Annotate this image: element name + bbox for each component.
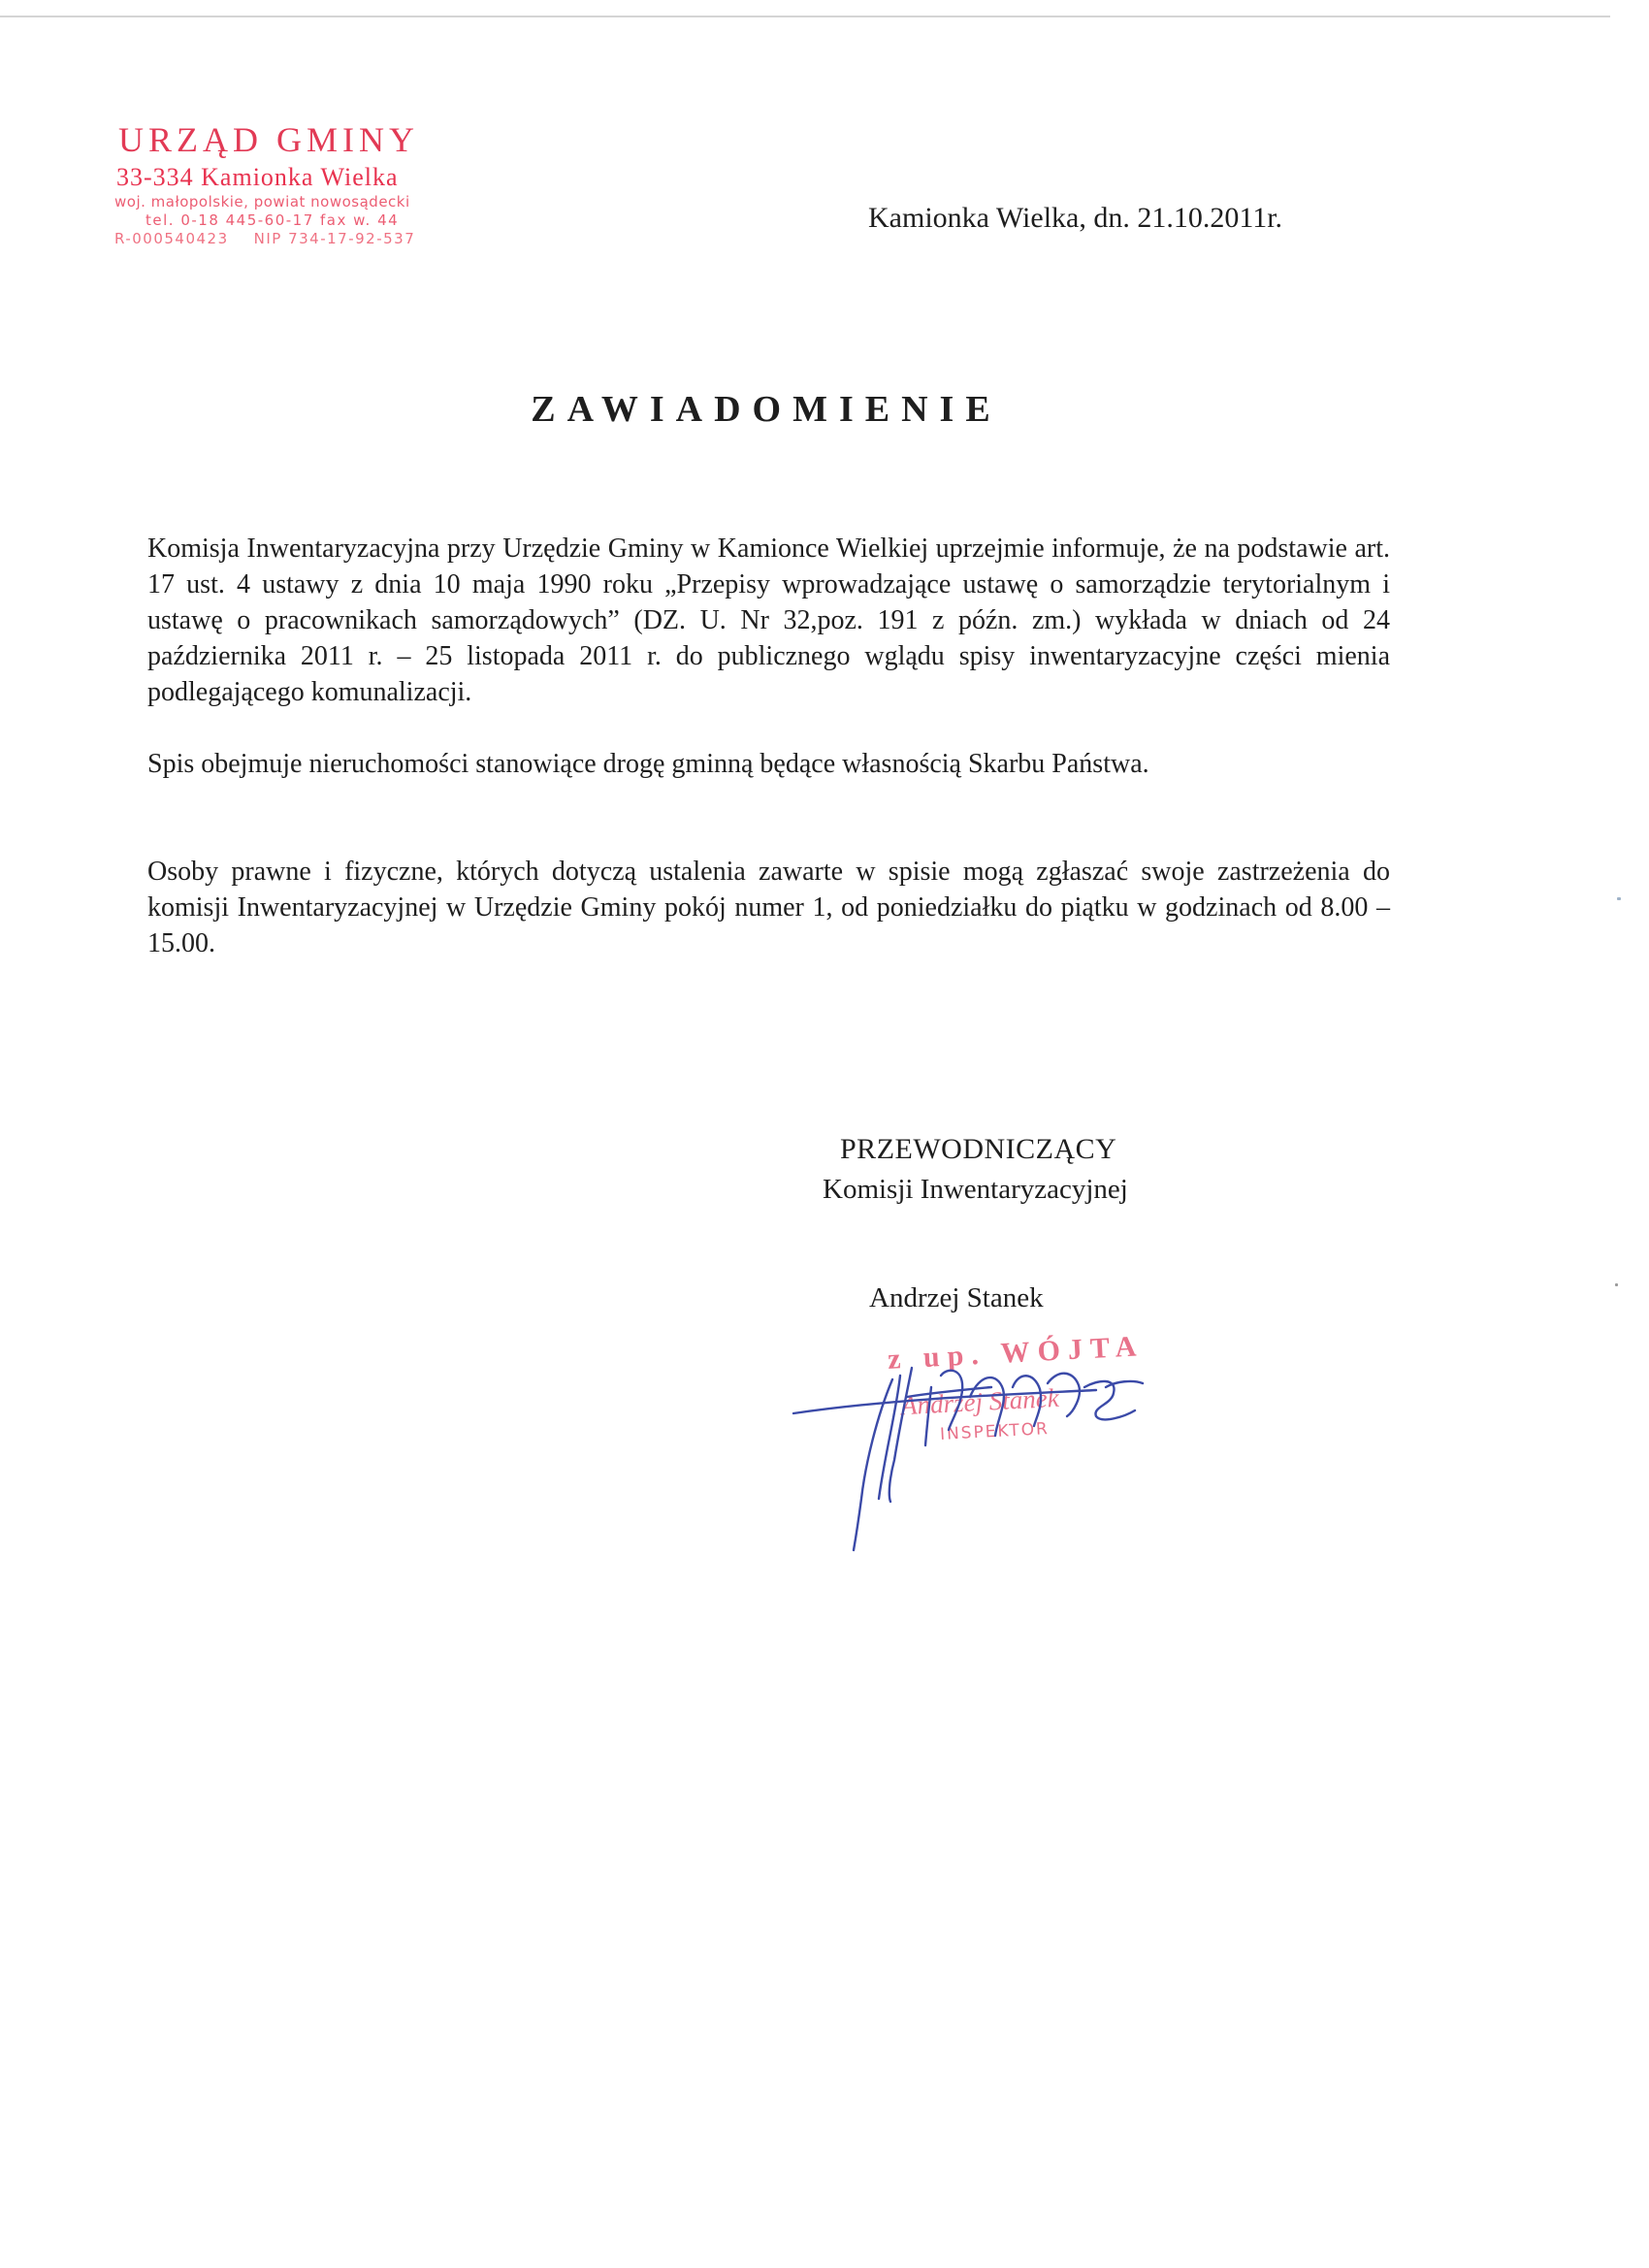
- office-stamp: [114, 122, 473, 246]
- document-body: [147, 531, 1390, 961]
- stamp-region: woj. małopolskie, powiat nowosądecki: [114, 193, 410, 211]
- signatory-name: Andrzej Stanek: [869, 1282, 1044, 1313]
- handwritten-signature: [776, 1329, 1222, 1562]
- stamp-ids: [114, 232, 473, 246]
- signatory-role: PRZEWODNICZĄCY: [840, 1133, 1117, 1165]
- scan-edge-line: [0, 16, 1610, 17]
- stamp-address: 33-334 Kamionka Wielka: [116, 163, 399, 191]
- signatory-committee: Komisji Inwentaryzacyjnej: [823, 1174, 1128, 1205]
- body-paragraph: Komisja Inwentaryzacyjna przy Urzędzie Gminy w Kamionce Wielkiej uprzejmie informuje, że na podstawie art. 17 ust. 4 ustawy z dnia 10 maja 1990 roku „Przepisy wprowadzające ustawę o samorządzie terytorialnym i ustawę o pracownikach samorządowych” (DZ. U. Nr 32,poz. 191 z późn. zm.) wykłada w dniach od 24 października 2011 r. – 25 listopada 2011 r. do publicznego wglądu spisy inwentaryzacyjne części mienia podlegającego komunalizacji.: [147, 534, 1390, 707]
- signature-stamp-position: INSPEKTOR: [939, 1419, 1051, 1444]
- document-title: ZAWIADOMIENIE: [531, 389, 1002, 430]
- stamp-phone: tel. 0-18 445-60-17 fax w. 44: [146, 211, 400, 229]
- signature-stamp-authority: z up. WÓJTA: [887, 1330, 1146, 1376]
- body-paragraph: Spis obejmuje nieruchomości stanowiące drogę gminną będące własnością Skarbu Państwa.: [147, 749, 1149, 779]
- stamp-regon: R-000540423: [114, 230, 229, 247]
- body-paragraph: Osoby prawne i fizyczne, których dotyczą ustalenia zawarte w spisie mogą zgłaszać swoje zastrzeżenia do komisji Inwentaryzacyjnej w Urzędzie Gminy pokój numer 1, od poniedziałku do piątku w godzinach od 8.00 – 15.00.: [147, 857, 1390, 958]
- signature-stamp-name: Andrzej Stanek: [900, 1382, 1060, 1421]
- date-line: Kamionka Wielka, dn. 21.10.2011r.: [868, 202, 1283, 234]
- scan-speck: [1617, 897, 1621, 900]
- scan-speck: [1615, 1283, 1618, 1286]
- stamp-nip: NIP 734-17-92-537: [253, 230, 416, 247]
- stamp-office-name: URZĄD GMINY: [118, 120, 419, 159]
